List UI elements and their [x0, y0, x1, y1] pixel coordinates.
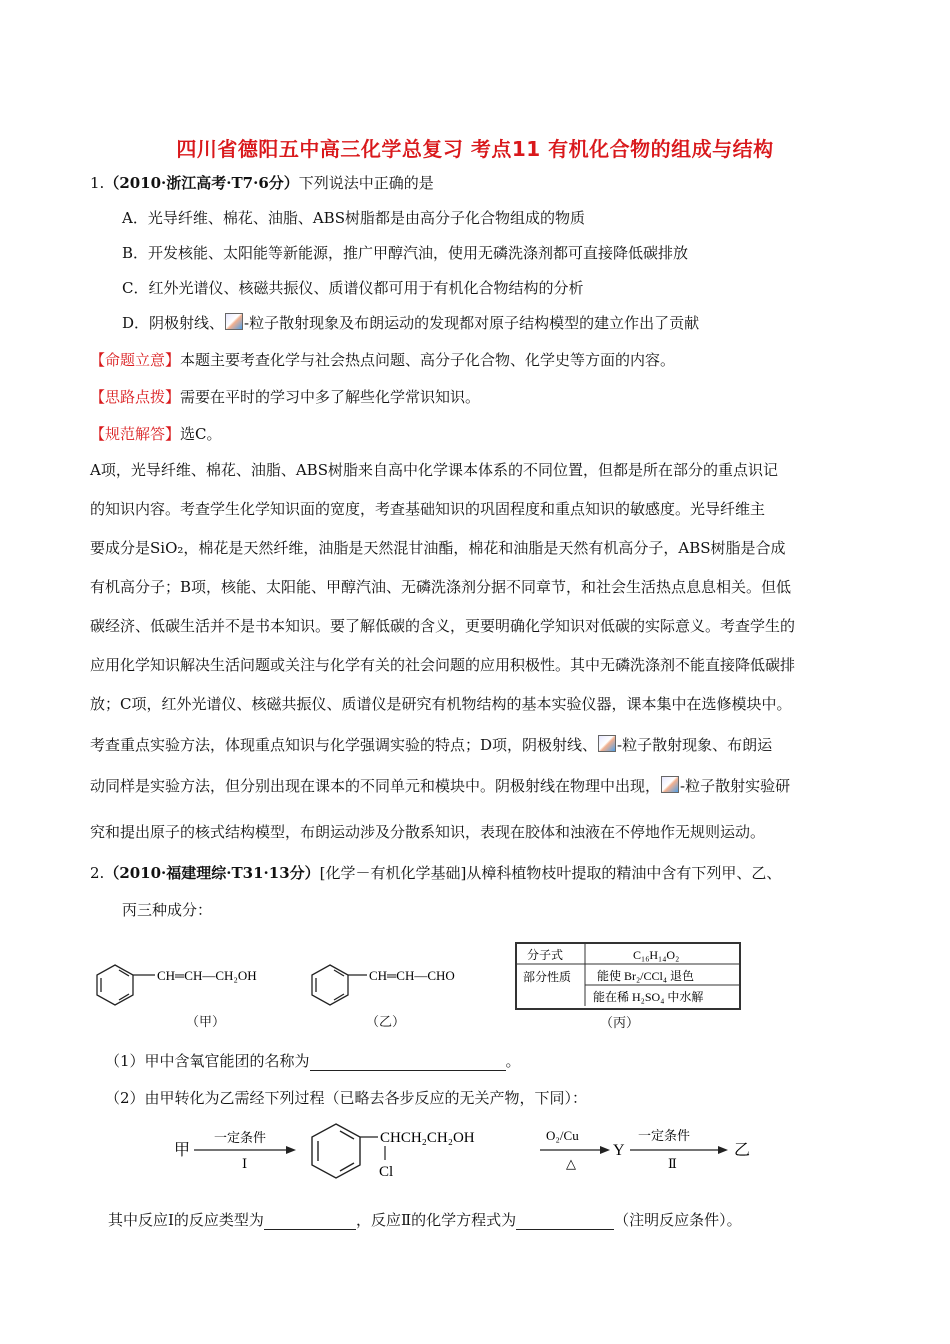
scheme-end: 乙	[734, 1142, 751, 1159]
page-title: 四川省德阳五中高三化学总复习 考点11 有机化合物的组成与结构	[176, 137, 774, 161]
jia-side-chain: CH═CH—CH₂OH	[157, 968, 257, 983]
reaction-scheme	[170, 1120, 790, 1205]
analysis-line-text: 动同样是实验方法，但分别出现在课本的不同单元和模块中。阴极射线在物理中出现，	[90, 777, 661, 795]
sub3-text-a: 其中反应Ⅰ的反应类型为	[108, 1211, 264, 1229]
analysis-line-text: 考查重点实验方法，体现重点知识与化学强调实验的特点；D项，阴极射线、	[90, 736, 598, 754]
scheme-cond1-bottom: Ⅰ	[242, 1156, 248, 1171]
q1-answer	[90, 424, 222, 444]
q1-option-c: C．红外光谱仪、核磁共振仪、质谱仪都可用于有机化合物结构的分析	[122, 279, 584, 297]
analysis-line: 有机高分子；B项，核能、太阳能、甲醇汽油、无磷洗涤剂分据不同章节，和社会生活热点息息相关。但低	[90, 578, 792, 596]
analysis-line: 碳经济、低碳生活并不是书本知识。要了解低碳的含义，更要明确化学知识对低碳的实际意义。考查学生的	[90, 617, 796, 635]
sub1-end: 。	[505, 1052, 521, 1070]
scheme-cond2-top: O₂/Cu	[546, 1128, 579, 1143]
scheme-intermediate: CHCH₂CH₂OH	[380, 1130, 475, 1146]
analysis-line-post: -粒子散射现象、布朗运	[617, 736, 773, 754]
table-property-1: 能使 Br₂/CCl₄ 退色	[597, 969, 695, 983]
q1-source: （2010·浙江高考·T7·6分）	[104, 174, 299, 192]
yi-label: （乙）	[366, 1015, 406, 1030]
benzene-ring-jia	[97, 965, 133, 1005]
scheme-cond3-bottom: Ⅱ	[668, 1156, 677, 1171]
q1-option-a: A．光导纤维、棉花、油脂、ABS树脂都是由高分子化合物组成的物质	[122, 209, 585, 227]
q2-sub3	[108, 1210, 742, 1230]
hint-tag: 【思路点拨】	[90, 388, 181, 406]
table-property-label: 部分性质	[523, 970, 572, 984]
scheme-y: Y	[613, 1142, 625, 1159]
sub1-text: （1）甲中含氧官能团的名称为	[105, 1052, 310, 1070]
analysis-line: 放；C项，红外光谱仪、核磁共振仪、质谱仪是研究有机物结构的基本实验仪器，课本集中在选修模块中。	[90, 695, 792, 713]
scheme-cond1-top: 一定条件	[214, 1130, 267, 1145]
q1-option-d-pre: D．阴极射线、	[122, 314, 225, 332]
analysis-line: 应用化学知识解决生活问题或关注与化学有关的社会问题的应用积极性。其中无磷洗涤剂不能直接降低碳排	[90, 656, 796, 674]
benzene-ring-intermediate	[312, 1124, 360, 1178]
intent-text: 本题主要考查化学与社会热点问题、高分子化合物、化学史等方面的内容。	[180, 351, 676, 369]
scheme-cl: Cl	[379, 1164, 394, 1180]
q2-header	[90, 863, 781, 883]
q1-option-d-post: -粒子散射现象及布朗运动的发现都对原子结构模型的建立作出了贡献	[244, 314, 700, 332]
q2-stem: [化学－有机化学基础]从樟科植物枝叶提取的精油中含有下列甲、乙、	[319, 864, 782, 882]
q1-option-b: B．开发核能、太阳能等新能源，推广甲醇汽油，使用无磷洗涤剂都可直接降低碳排放	[122, 244, 689, 262]
intent-tag: 【命题立意】	[90, 351, 181, 369]
analysis-line: 究和提出原子的核式结构模型，布朗运动涉及分散系知识，表现在胶体和浊液在不停地作无规则运动。	[90, 823, 766, 841]
yi-side-chain: CH═CH—CHO	[369, 968, 455, 983]
hint-text: 需要在平时的学习中多了解些化学常识知识。	[180, 388, 481, 406]
q2-stem-continued: 丙三种成分：	[122, 901, 213, 919]
q1-hint	[90, 387, 480, 407]
table-formula-value: C₁₆H₁₄O₂	[633, 948, 680, 962]
alpha-image-icon	[225, 313, 243, 330]
alpha-image-icon	[598, 735, 616, 752]
q1-number: 1.	[90, 174, 105, 192]
q1-intent	[90, 350, 675, 370]
sub3-text-c: （注明反应条件）。	[614, 1211, 742, 1229]
q1-header	[90, 173, 434, 193]
answer-text: 选C。	[180, 425, 222, 443]
answer-blank[interactable]	[264, 1215, 356, 1230]
analysis-line	[90, 776, 790, 796]
analysis-line: 的知识内容。考查学生化学知识面的宽度，考查基础知识的巩固程度和重点知识的敏感度。光导纤维主	[90, 500, 766, 518]
bing-table	[515, 942, 741, 1010]
q2-number: 2.	[90, 864, 105, 882]
table-property-2: 能在稀 H₂SO₄ 中水解	[593, 990, 704, 1004]
benzene-ring-yi	[312, 965, 348, 1005]
analysis-line-post: -粒子散射实验研	[680, 777, 791, 795]
table-formula-label: 分子式	[527, 948, 564, 962]
bing-label: （丙）	[600, 1016, 640, 1031]
answer-tag: 【规范解答】	[90, 425, 181, 443]
q1-stem: 下列说法中正确的是	[298, 174, 434, 192]
answer-blank[interactable]	[310, 1056, 506, 1071]
jia-label: （甲）	[186, 1015, 226, 1030]
alpha-image-icon	[661, 776, 679, 793]
analysis-line	[90, 735, 772, 755]
sub3-text-b: ，反应Ⅱ的化学方程式为	[355, 1211, 517, 1229]
answer-blank[interactable]	[516, 1215, 614, 1230]
analysis-line: A项，光导纤维、棉花、油脂、ABS树脂来自高中化学课本体系的不同位置，但都是所在部分的重点识记	[90, 461, 778, 479]
scheme-cond2-bottom: △	[566, 1156, 576, 1171]
scheme-cond3-top: 一定条件	[638, 1128, 691, 1143]
q2-sub1	[105, 1051, 521, 1071]
q2-sub2: （2）由甲转化为乙需经下列过程（已略去各步反应的无关产物，下同）：	[105, 1089, 588, 1107]
scheme-start: 甲	[174, 1142, 191, 1159]
structures-jia-yi	[95, 955, 495, 1025]
q2-source: （2010·福建理综·T31·13分）	[104, 864, 320, 882]
analysis-line: 要成分是SiO₂，棉花是天然纤维，油脂是天然混甘油酯，棉花和油脂是天然有机高分子，ABS树脂是合成	[90, 539, 786, 557]
q1-option-d	[122, 313, 699, 333]
